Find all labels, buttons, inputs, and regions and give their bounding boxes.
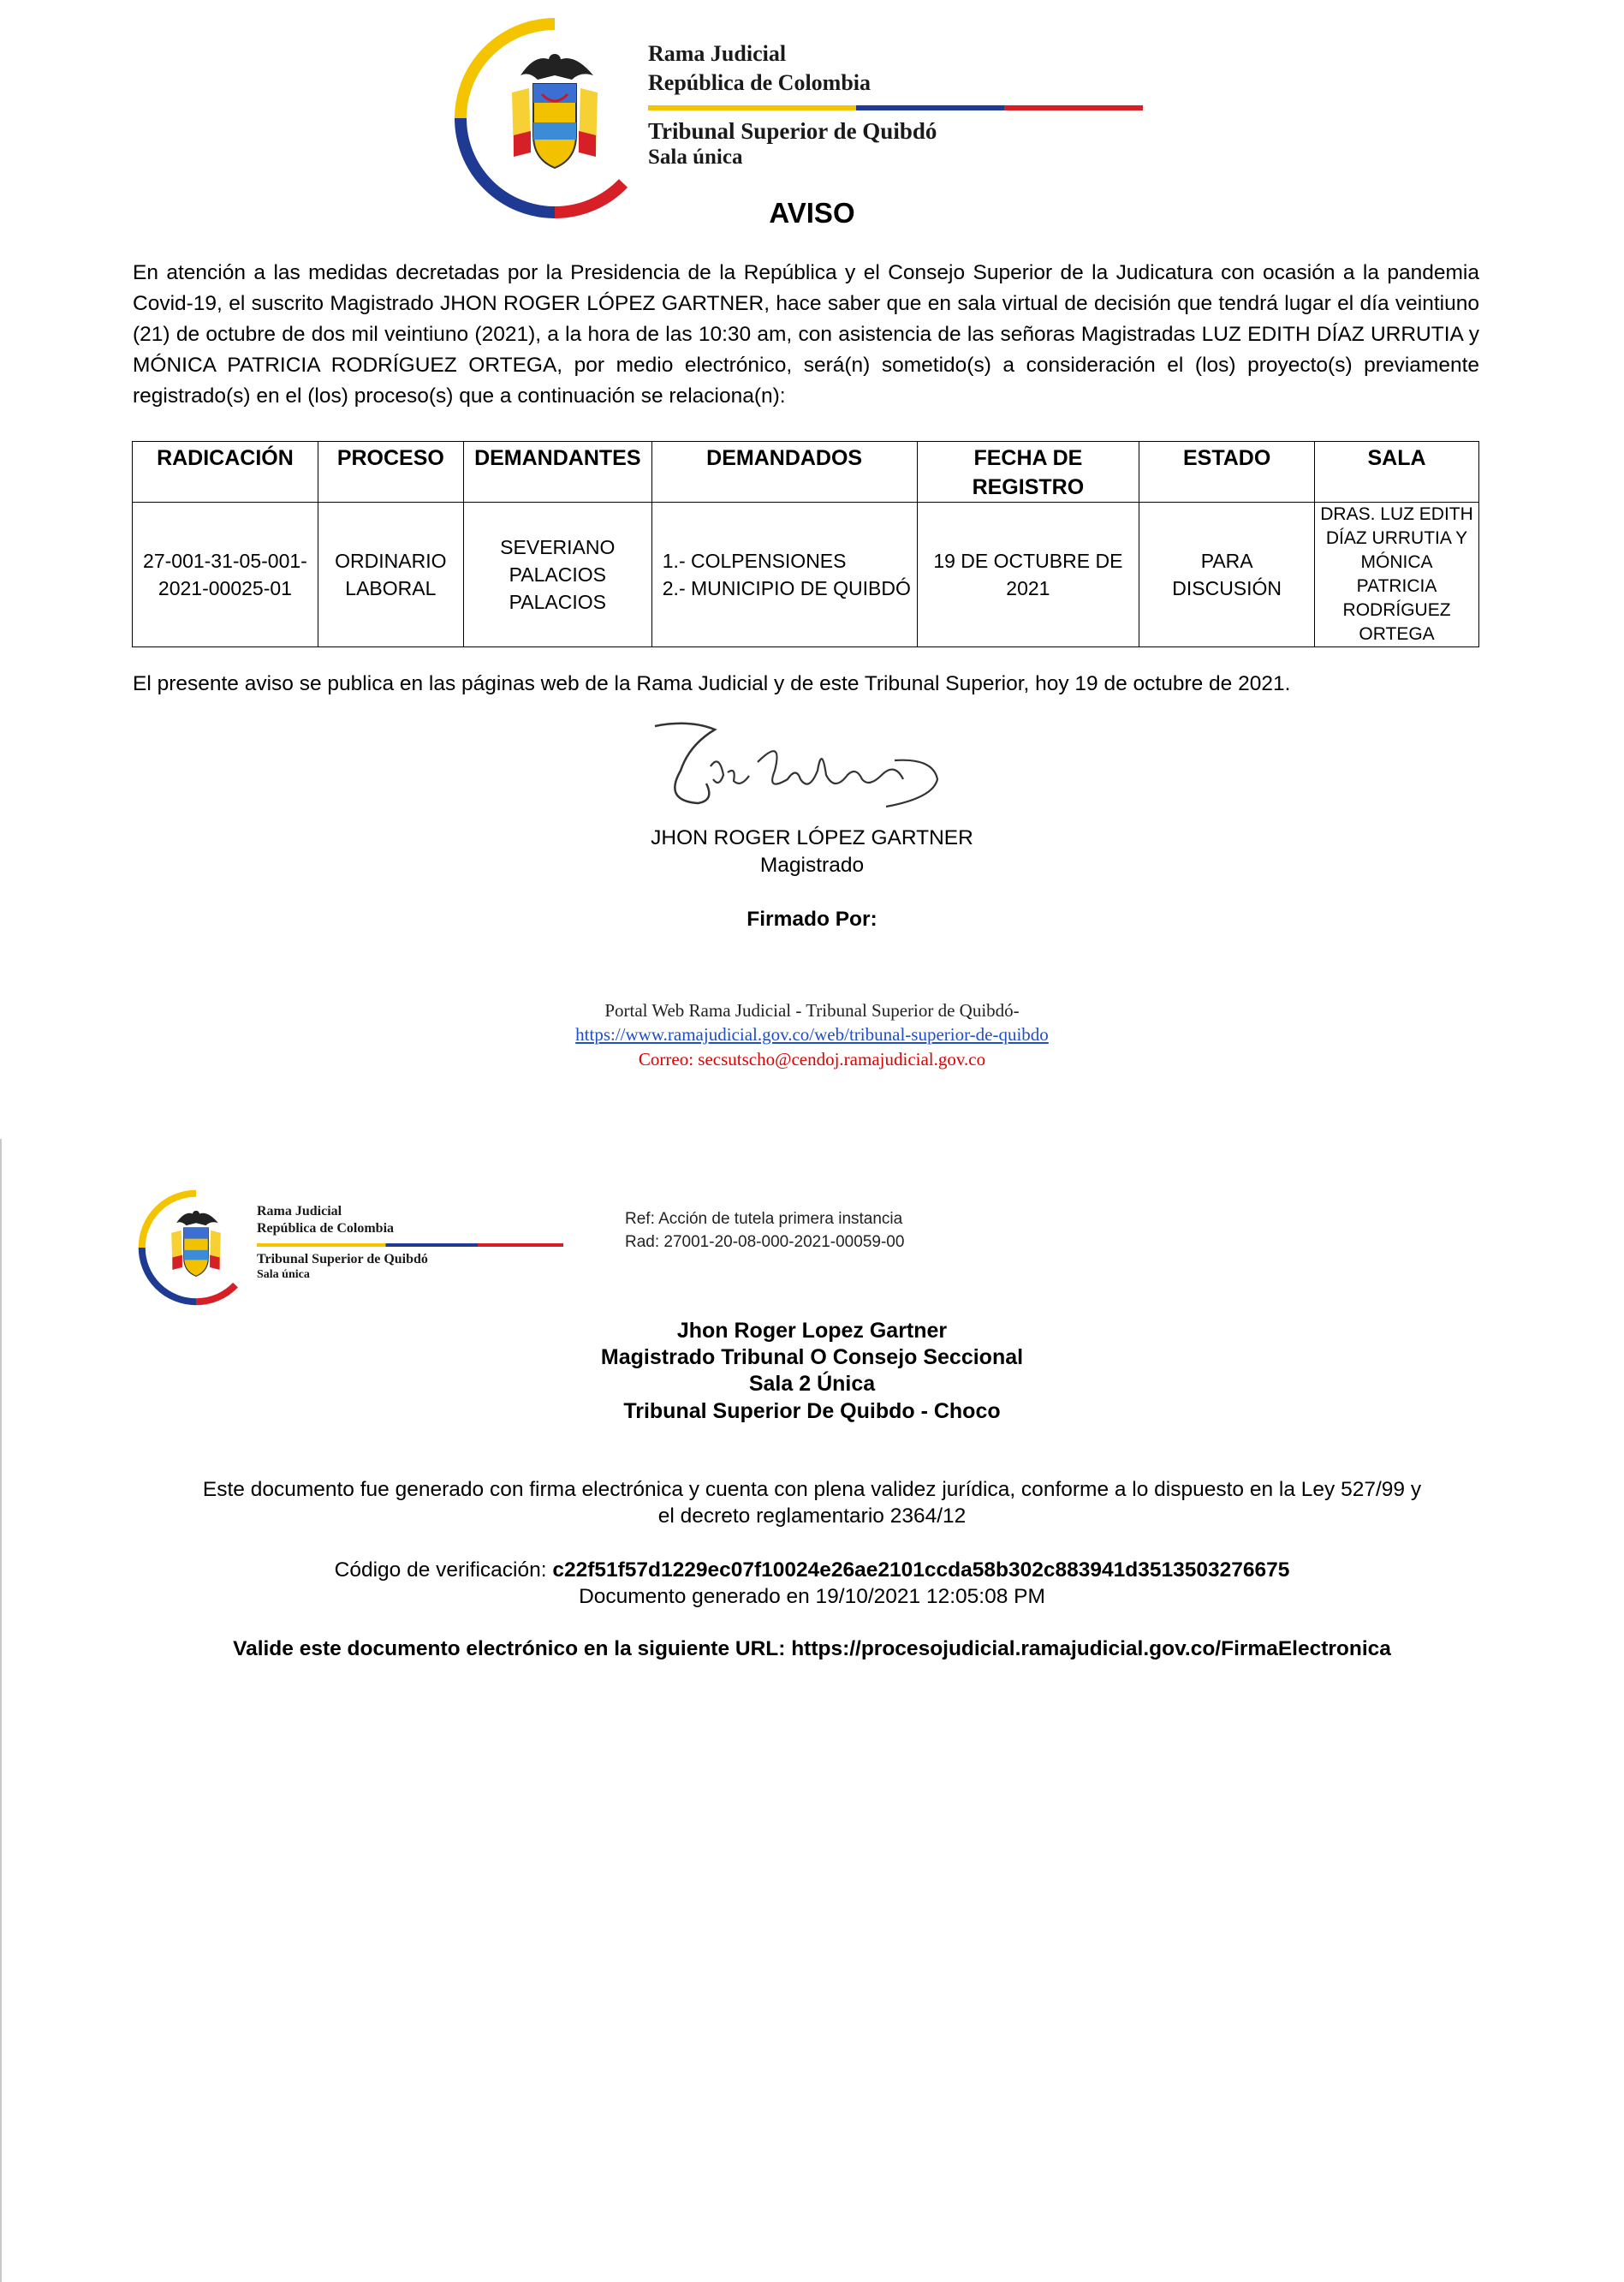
signer-block-name: Jhon Roger Lopez Gartner: [676, 1319, 948, 1343]
cell-proceso: ORDINARIO LABORAL: [318, 503, 463, 647]
reference-line: Ref: Acción de tutela primera instancia: [625, 1210, 903, 1228]
header2-rama-judicial: Rama Judicial: [257, 1204, 342, 1218]
validate-url-line: Valide este documento electrónico en la siguiente URL: https://procesojudicial.ramajudicial.gov.co/FirmaElectronica: [233, 1637, 1391, 1660]
cell-demandantes: SEVERIANO PALACIOS PALACIOS: [463, 503, 651, 647]
table-header-row: [133, 442, 1479, 503]
col-fecha-registro: FECHA DE REGISTRO: [917, 442, 1139, 503]
generated-timestamp: Documento generado en 19/10/2021 12:05:08 PM: [579, 1585, 1045, 1608]
col-demandados: DEMANDADOS: [651, 442, 917, 503]
table-row: [133, 503, 1479, 647]
demandado-2: 2.- MUNICIPIO DE QUIBDÓ: [662, 577, 911, 599]
rama-judicial-logo-small: [137, 1189, 255, 1307]
header2-tribunal: Tribunal Superior de Quibdó: [257, 1252, 428, 1266]
header-republica: República de Colombia: [648, 70, 871, 95]
col-proceso: PROCESO: [318, 442, 463, 503]
cell-estado: PARA DISCUSIÓN: [1139, 503, 1315, 647]
header-tribunal: Tribunal Superior de Quibdó: [648, 118, 937, 144]
cell-sala: DRAS. LUZ EDITH DÍAZ URRUTIA Y MÓNICA PATRICIA RODRÍGUEZ ORTEGA: [1315, 503, 1479, 647]
cell-fecha: 19 DE OCTUBRE DE 2021: [917, 503, 1139, 647]
signer-block-tribunal: Tribunal Superior De Quibdo - Choco: [623, 1399, 1001, 1423]
legal-statement-line2: el decreto reglamentario 2364/12: [657, 1504, 967, 1528]
col-estado: ESTADO: [1139, 442, 1315, 503]
verification-line: [0, 1558, 1624, 1582]
verification-code: c22f51f57d1229ec07f10024e26ae2101ccda58b302c883941d3513503276675: [552, 1558, 1290, 1582]
portal-link[interactable]: https://www.ramajudicial.gov.co/web/tribunal-superior-de-quibdo: [575, 1024, 1049, 1045]
handwritten-signature: [638, 719, 955, 822]
signer-block-role: Magistrado Tribunal O Consejo Seccional: [600, 1345, 1024, 1369]
portal-label: Portal Web Rama Judicial - Tribunal Superior de Quibdó-: [604, 1000, 1020, 1021]
legal-statement-line1: Este documento fue generado con firma electrónica y cuenta con plena validez jurídica, conforme a lo dispuesto en la Ley 527/99 y: [202, 1478, 1422, 1501]
col-demandantes: DEMANDANTES: [463, 442, 651, 503]
header-rama-judicial: Rama Judicial: [648, 41, 787, 66]
cell-demandados: [651, 503, 917, 647]
page-divider: [0, 1139, 2, 2282]
radicado-line: Rad: 27001-20-08-000-2021-00059-00: [625, 1233, 905, 1251]
signed-by-label: Firmado Por:: [747, 908, 877, 931]
signer-block-sala: Sala 2 Única: [748, 1372, 876, 1396]
cell-radicacion: 27-001-31-05-001-2021-00025-01: [133, 503, 318, 647]
signer-role: Magistrado: [759, 854, 865, 877]
tricolor-stripe-small: [257, 1243, 563, 1247]
col-sala: SALA: [1315, 442, 1479, 503]
demandado-1: 1.- COLPENSIONES: [662, 550, 847, 572]
publication-note: El presente aviso se publica en las páginas web de la Rama Judicial y de este Tribunal Superior, hoy 19 de octubre de 2021.: [133, 672, 1291, 695]
header-sala: Sala única: [648, 146, 743, 169]
page-title: AVISO: [769, 197, 855, 229]
verification-label: Código de verificación:: [334, 1558, 553, 1582]
rama-judicial-logo: [452, 15, 657, 221]
intro-paragraph: En atención a las medidas decretadas por la Presidencia de la República y el Consejo Superior de la Judicatura con ocasión a la pandemia Covid-19, el suscrito Magistrado JHON ROGER LÓPEZ GARTNER, hace saber que en sala virtual de decisión que tendrá lugar el día veintiuno (21) de octubre de dos mil veintiuno (2021), a la hora de las 10:30 am, con asistencia de las señoras Magistradas LUZ EDITH DÍAZ URRUTIA y MÓNICA PATRICIA RODRÍGUEZ ORTEGA, por medio electrónico, será(n) sometido(s) a consideración el (los) proyecto(s) previamente registrado(s) en el (los) proceso(s) que a continuación se relaciona(n):: [133, 261, 1479, 408]
col-radicacion: RADICACIÓN: [133, 442, 318, 503]
header2-republica: República de Colombia: [257, 1221, 395, 1236]
tricolor-stripe: [648, 105, 1143, 110]
signer-name: JHON ROGER LÓPEZ GARTNER: [651, 826, 973, 849]
email-line: Correo: secsutscho@cendoj.ramajudicial.gov.co: [638, 1049, 986, 1070]
header2-sala: Sala única: [257, 1268, 310, 1281]
process-table: [132, 441, 1479, 647]
